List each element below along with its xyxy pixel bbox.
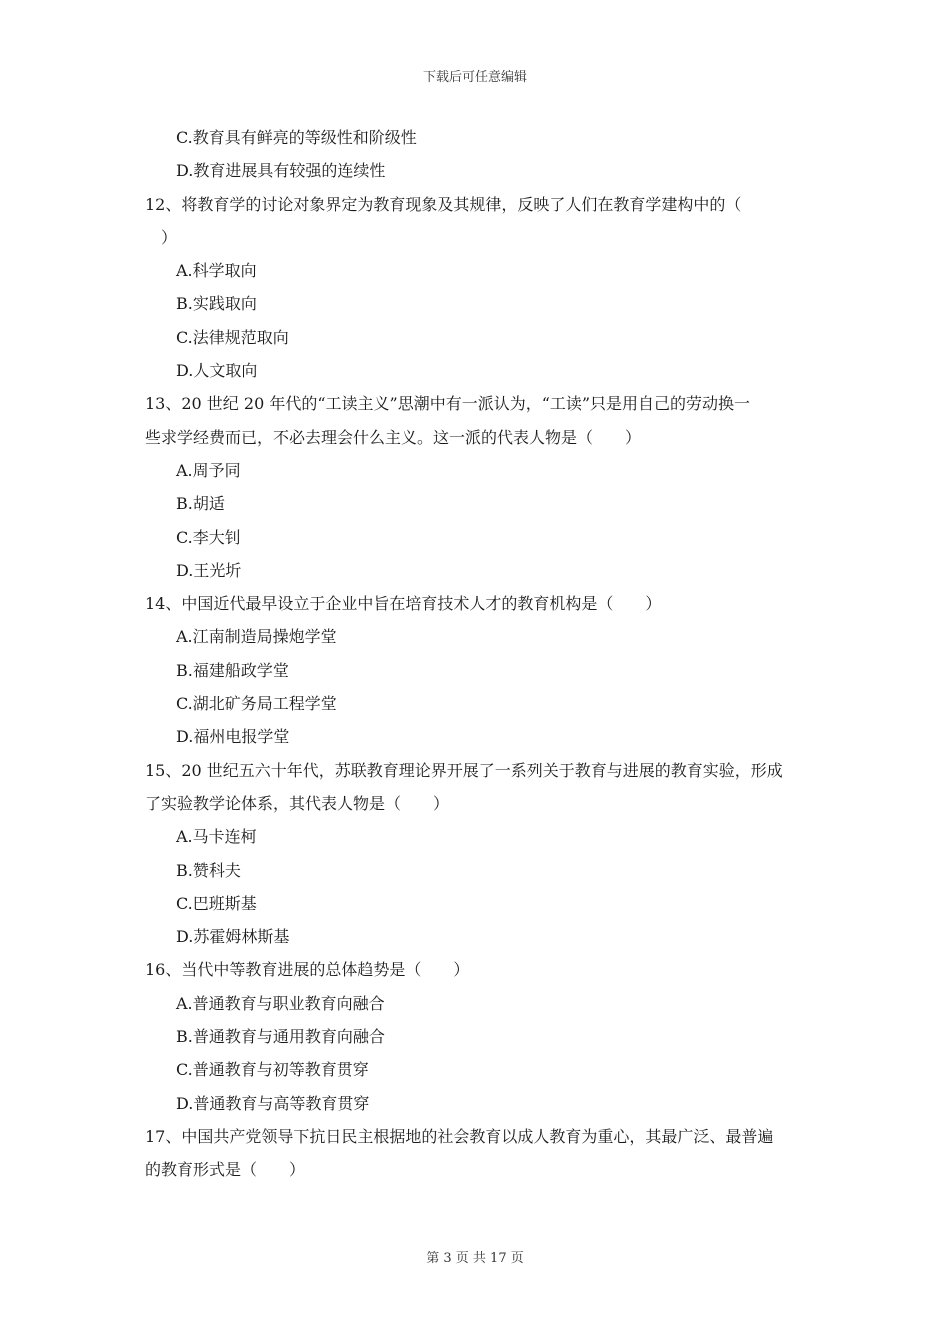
question-text: 的教育形式是（ ） <box>145 1160 306 1180</box>
document-body <box>145 121 810 1187</box>
answer-option: C.普通教育与初等教育贯穿 <box>176 1060 369 1080</box>
answer-option: C.教育具有鲜亮的等级性和阶级性 <box>176 128 417 147</box>
answer-option: A.马卡连柯 <box>176 827 257 847</box>
answer-option: B.普通教育与通用教育向融合 <box>176 1027 385 1047</box>
answer-option: D.苏霍姆林斯基 <box>176 927 290 947</box>
question-text: 12、将教育学的讨论对象界定为教育现象及其规律，反映了人们在教育学建构中的（ <box>145 194 742 214</box>
question-text: 16、当代中等教育进展的总体趋势是（ ） <box>145 960 470 980</box>
question-text: 17、中国共产党领导下抗日民主根据地的社会教育以成人教育为重心，其最广泛、最普遍 <box>145 1126 774 1146</box>
answer-option: A.普通教育与职业教育向融合 <box>176 993 385 1013</box>
answer-option: B.福建船政学堂 <box>176 660 289 680</box>
answer-option: A.周予同 <box>176 460 241 480</box>
page-header: 下载后可任意编辑 <box>422 70 527 85</box>
answer-option: C.李大钊 <box>176 527 241 547</box>
answer-option: D.人文取向 <box>176 361 258 381</box>
answer-option: B.赞科夫 <box>176 860 241 880</box>
question-text: 了实验教学论体系，其代表人物是（ ） <box>145 793 450 813</box>
answer-option: C.湖北矿务局工程学堂 <box>176 694 337 714</box>
answer-option: B.胡适 <box>176 494 225 514</box>
answer-option: A.科学取向 <box>176 261 257 281</box>
question-text: 些求学经费而已，不必去理会什么主义。这一派的代表人物是（ ） <box>145 427 642 447</box>
answer-option: D.福州电报学堂 <box>176 727 290 747</box>
question-text: 15、20 世纪五六十年代，苏联教育理论界开展了一系列关于教育与进展的教育实验，形成 <box>145 760 783 780</box>
answer-option: D.普通教育与高等教育贯穿 <box>176 1093 370 1113</box>
answer-option: D.教育进展具有较强的连续性 <box>176 161 386 181</box>
answer-option: C.法律规范取向 <box>176 327 289 347</box>
answer-option: D.王光圻 <box>176 560 242 580</box>
answer-option: B.实践取向 <box>176 294 257 314</box>
page-footer: 第 3 页 共 17 页 <box>426 1251 524 1266</box>
question-text: ） <box>145 227 178 247</box>
answer-option: C.巴班斯基 <box>176 893 257 913</box>
answer-option: A.江南制造局操炮学堂 <box>176 627 337 647</box>
question-text: 13、20 世纪 20 年代的“工读主义”思潮中有一派认为，“工读”只是用自己的劳动换一 <box>145 394 751 414</box>
question-text: 14、中国近代最早设立于企业中旨在培育技术人才的教育机构是（ ） <box>145 594 662 614</box>
